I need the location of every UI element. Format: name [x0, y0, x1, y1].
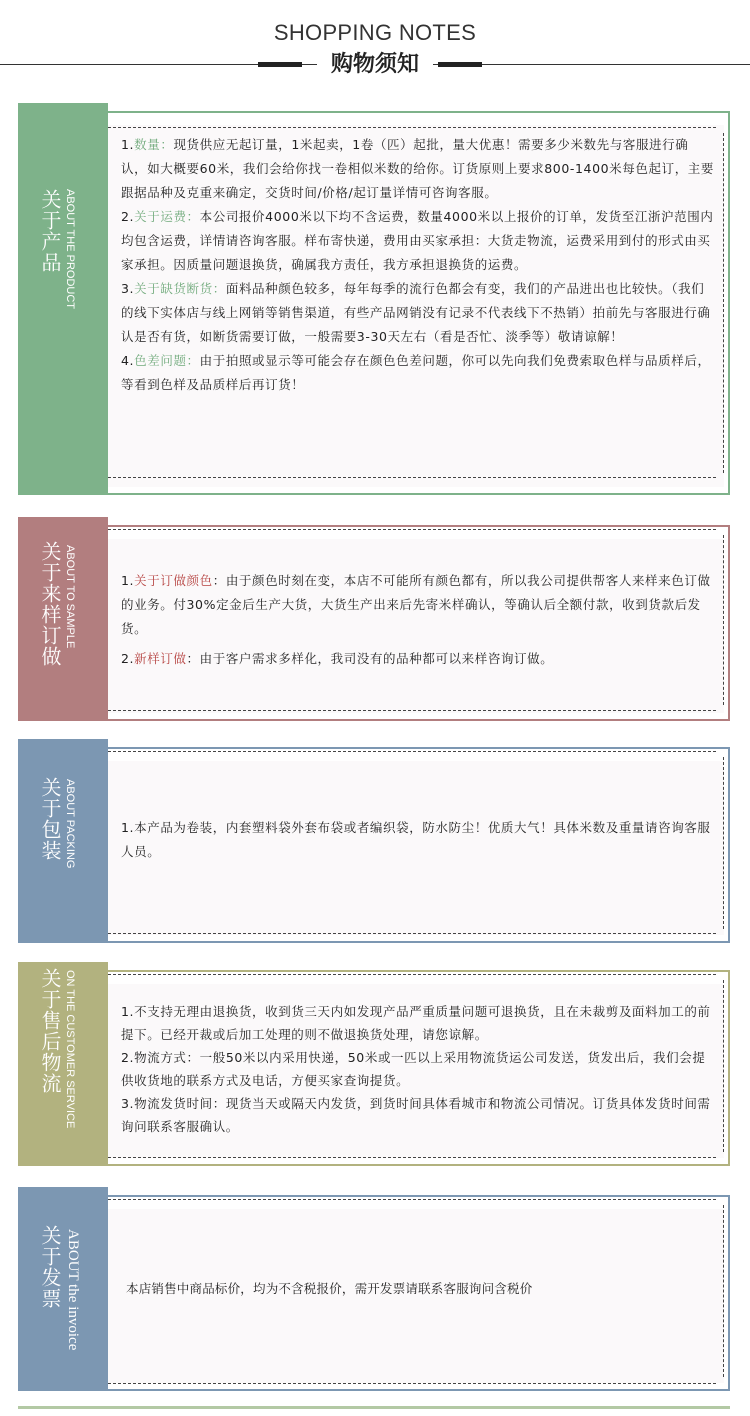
list-item: 3.物流发货时间：现货当天或隔天内发货，到货时间具体看城市和物流公司情况。订货具体发货时间需询问联系客服确认。 [121, 1096, 711, 1134]
section-title-en: ON THE CUSTOMER SERVICE [64, 970, 76, 1129]
dash-top [108, 529, 716, 530]
section-packing [18, 739, 730, 943]
section-title-cn: 关于产品 [38, 189, 62, 273]
dash-right [723, 1205, 724, 1377]
section-content [121, 816, 714, 864]
section-title-cn: 关于包装 [38, 777, 62, 861]
section-sidebar [18, 103, 108, 495]
section-title-en: ABOUT the invoice [65, 1229, 81, 1351]
section-title-en: ABOUT THE PRODUCT [64, 189, 76, 309]
section-content [121, 133, 714, 397]
section-sidebar [18, 739, 108, 943]
dash-bottom [108, 933, 716, 934]
list-item: 2.关于运费：本公司报价4000米以下均不含运费，数量4000米以上报价的订单，发货至江浙沪范围内均包含运费，详情请咨询客服。样布寄快递，费用由买家承担：大货走物流，运费采用到付的形式由买家承担。因质量问题退换货，确属我方责任，我方承担退换货的运费。 [121, 209, 714, 272]
section-sample [18, 517, 730, 721]
section-product [18, 103, 730, 495]
section-sidebar [18, 1187, 108, 1391]
title-cn-row [0, 50, 750, 86]
header-bar-right [438, 62, 482, 67]
section-content [126, 1277, 714, 1301]
section-content [121, 569, 714, 671]
dash-right [723, 133, 724, 473]
list-item: 4.色差问题：由于拍照或显示等可能会存在颜色色差问题，你可以先向我们免费索取色样与品质样后，等看到色样及品质样后再订货！ [121, 353, 711, 392]
dash-bottom [108, 710, 716, 711]
list-item: 本店销售中商品标价，均为不含税报价，需开发票请联系客服询问含税价 [126, 1281, 533, 1296]
dash-top [108, 974, 716, 975]
section-title-en: ABOUT TO SAMPLE [64, 545, 76, 649]
section-content [121, 1000, 714, 1138]
dash-top [108, 1199, 716, 1200]
dash-top [108, 127, 716, 128]
section-title-en: ABOUT PACKING [64, 779, 76, 869]
list-item: 1.数量：现货供应无起订量，1米起卖，1卷（匹）起批，量大优惠！需要多少米数先与客服进行确认，如大概要60米，我们会给你找一卷相似米数的给你。订货原则上要求800-1400米每色起订，主要跟据品种及克重来确定，交货时间/价格/起订量详情可咨询客服。 [121, 137, 714, 200]
dash-bottom [108, 1157, 716, 1158]
dash-right [723, 980, 724, 1152]
section-sidebar [18, 517, 108, 721]
list-item: 1.不支持无理由退换货，收到货三天内如发现产品严重质量问题可退换货，且在未裁剪及面料加工的前提下。已经开裁或后加工处理的则不做退换货处理，请您谅解。 [121, 1004, 711, 1042]
section-title-cn: 关于发票 [38, 1225, 62, 1309]
dash-right [723, 757, 724, 929]
section-invoice [18, 1187, 730, 1391]
title-en: SHOPPING NOTES [273, 20, 477, 45]
dash-bottom [108, 477, 716, 478]
dash-bottom [108, 1383, 716, 1384]
header-bar-left [258, 62, 302, 67]
list-item: 3.关于缺货断货：面料品种颜色较多，每年每季的流行色都会有变，我们的产品进出也比较快。（我们的线下实体店与线上网销等销售渠道，有些产品网销没有记录不代表线下不热销）拍前先与客服进行确认是否有货，如断货需要订做，一般需要3-30天左右（看是否忙、淡季等）敬请谅解！ [121, 281, 711, 344]
dash-top [108, 751, 716, 752]
list-item: 1.本产品为卷装，内套塑料袋外套布袋或者编织袋，防水防尘！优质大气！具体米数及重量请咨询客服人员。 [121, 820, 711, 859]
section-title-cn: 关于售后物流 [38, 968, 62, 1094]
list-item: 1.关于订做颜色：由于颜色时刻在变，本店不可能所有颜色都有，所以我公司提供帮客人来样来色订做的业务。付30%定金后生产大货，大货生产出来后先寄米样确认，等确认后全额付款，收到货款后发货。 [121, 573, 711, 636]
dash-right [723, 535, 724, 705]
section-title-cn: 关于来样订做 [38, 541, 62, 667]
section-after-sales [18, 962, 730, 1166]
bottom-divider [18, 1406, 730, 1416]
list-item: 2.新样订做：由于客户需求多样化，我司没有的品种都可以来样咨询订做。 [121, 651, 554, 666]
title-cn: 购物须知 [317, 50, 433, 80]
page-header [0, 18, 750, 86]
section-sidebar [18, 962, 108, 1166]
list-item: 2.物流方式：一般50米以内采用快递，50米或一匹以上采用物流货运公司发送，货发出后，我们会提供收货地的联系方式及电话，方便买家查询提货。 [121, 1050, 706, 1088]
